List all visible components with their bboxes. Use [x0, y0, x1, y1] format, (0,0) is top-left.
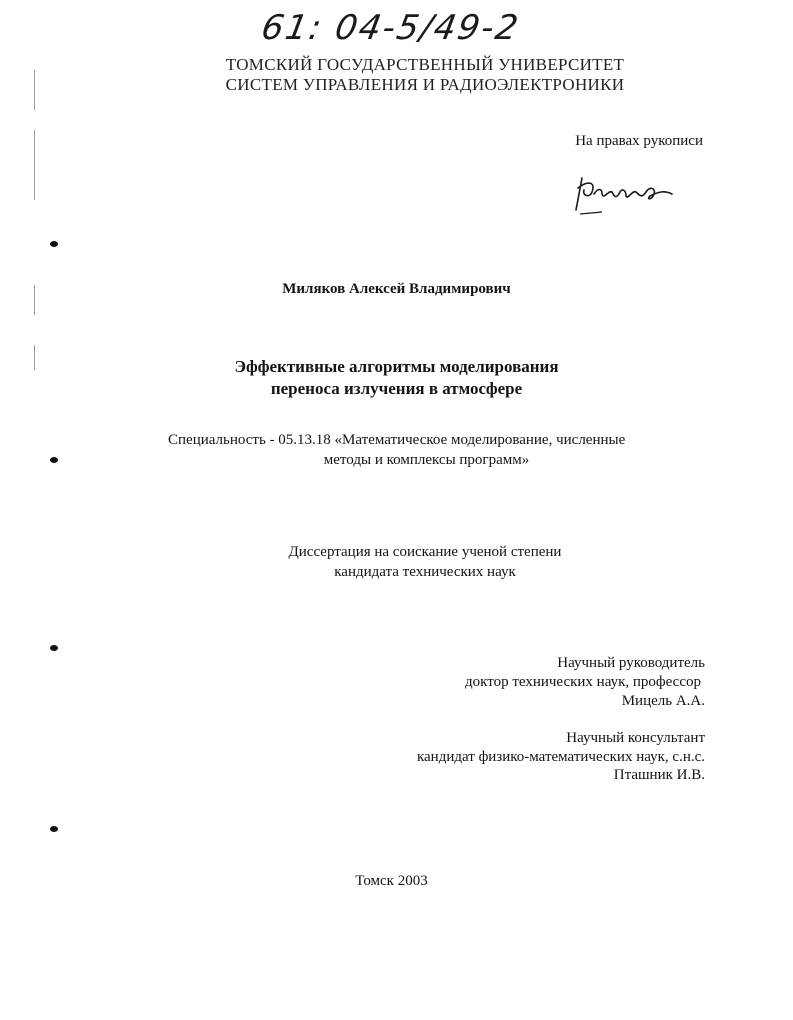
speciality-line2: методы и комплексы программ»	[323, 452, 530, 468]
dissertation-title-line2: переноса излучения в атмосфере	[270, 379, 523, 398]
university-name-line2: СИСТЕМ УПРАВЛЕНИЯ И РАДИОЭЛЕКТРОНИКИ	[225, 75, 625, 94]
scan-punch-dot	[50, 645, 58, 651]
scan-punch-dot	[50, 826, 58, 832]
degree-line1: Диссертация на соискание ученой степени	[288, 544, 562, 560]
consultant-role: Научный консультант	[566, 730, 705, 746]
supervisor-name: Мицель А.А.	[621, 693, 705, 709]
scan-margin-line	[34, 70, 35, 110]
consultant-degree: кандидат физико-математических наук, с.н.с.	[416, 749, 705, 765]
consultant-name: Пташник И.В.	[613, 767, 705, 783]
supervisor-role: Научный руководитель	[557, 655, 705, 671]
supervisor-degree: доктор технических наук, профессор	[464, 674, 701, 690]
city-year: Томск 2003	[355, 873, 428, 889]
scan-margin-line	[34, 130, 35, 200]
author-name: Миляков Алексей Владимирович	[282, 281, 511, 297]
archive-code-handwritten: 61: 04-5/49-2	[258, 8, 523, 48]
scan-punch-dot	[50, 241, 58, 247]
university-name-line1: ТОМСКИЙ ГОСУДАРСТВЕННЫЙ УНИВЕРСИТЕТ	[225, 55, 625, 74]
degree-line2: кандидата технических наук	[334, 564, 516, 580]
dissertation-title-line1: Эффективные алгоритмы моделирования	[234, 357, 559, 376]
author-signature	[568, 170, 678, 218]
speciality-line1: Специальность - 05.13.18 «Математическое моделирование, численные	[168, 432, 626, 448]
manuscript-rights-note: На правах рукописи	[575, 133, 703, 149]
